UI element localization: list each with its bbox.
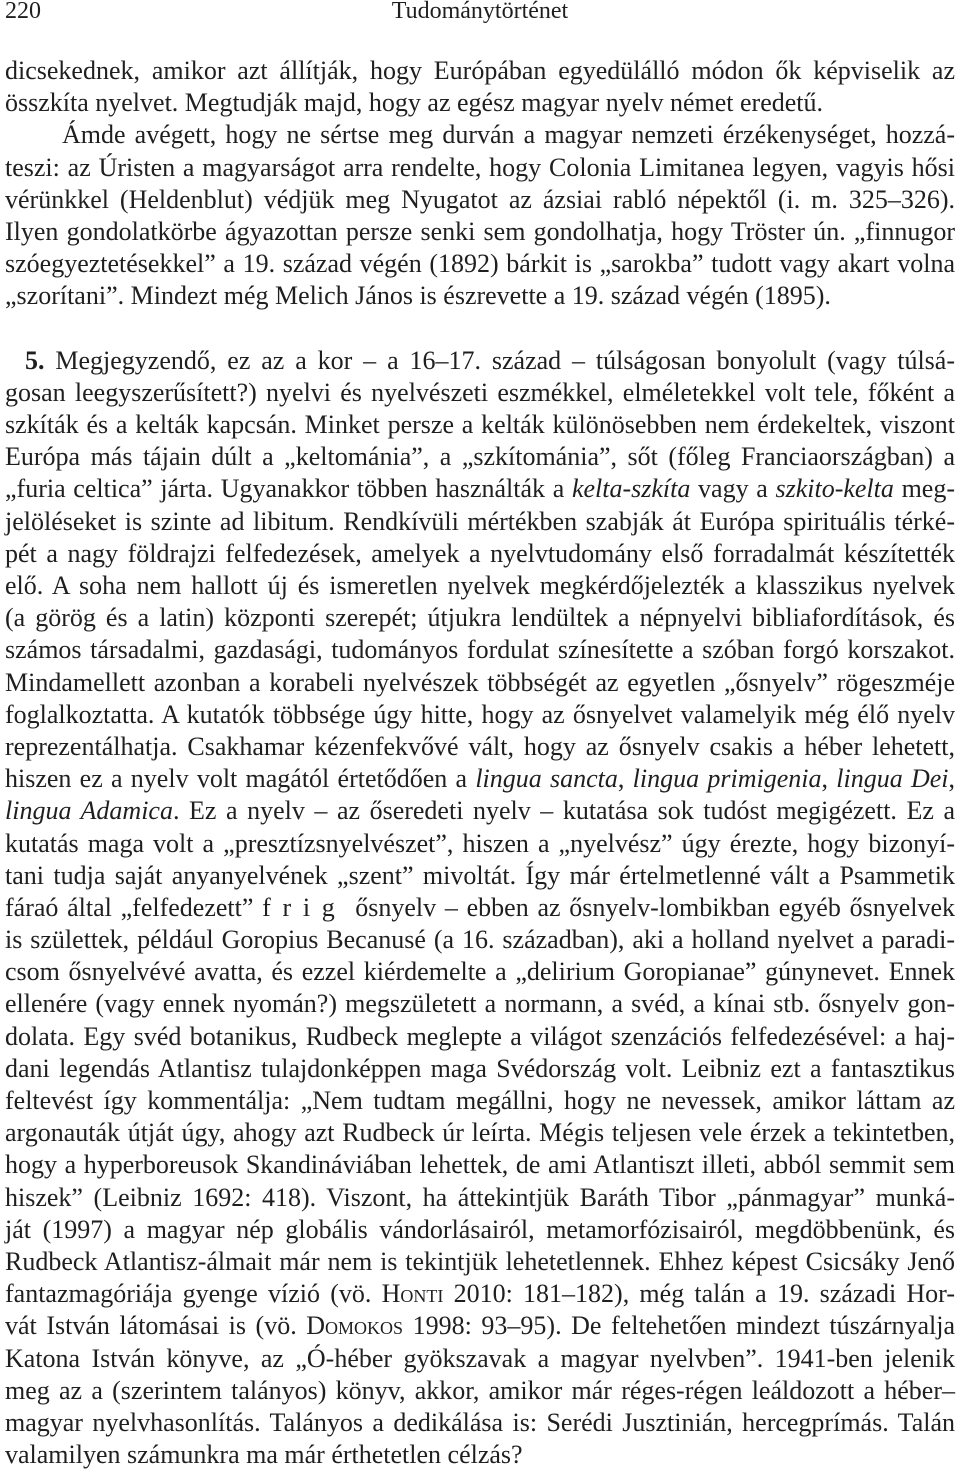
text-line: Rudbeck Atlantisz-álmait már nem is tekintjük lehetetlennek. Ehhez képest Csicsáky Jenő	[5, 1246, 955, 1276]
text-line: Ilyen gondolatkörbe ágyazottan persze senki sem gondolhatja, hogy Tröster ún. „finnugor	[5, 216, 955, 246]
text-line	[5, 1310, 955, 1342]
text-line: feltevést így kommentálja: „Nem tudtam megállni, hogy ne nevessek, amikor láttam az	[5, 1086, 955, 1115]
text-span: „furia celtica” járta. Ugyanakkor többen használták a	[5, 474, 572, 504]
text-line	[5, 795, 955, 827]
text-line: ját (1997) a magyar nép globális vándorlásairól, metamorfózisairól, megdöbbenünk, és	[5, 1214, 955, 1244]
text-line: „szorítani”. Mindezt még Melich János is észrevette a 19. század végén (1895).	[5, 281, 831, 311]
text-line: foglalkoztatta. A kutatók többsége úgy hitte, hogy az ősnyelvet valamelyik még élő nyelv	[5, 699, 955, 729]
paragraph	[5, 119, 955, 312]
text-line: ellenére (vagy ennek nyomán?) megszületett a normann, a svéd, a kínai stb. ősnyelv gon-	[5, 989, 955, 1019]
text-span: vát István látomásai is (vö.	[5, 1311, 307, 1341]
text-line: vérünkkel (Heldenblut) védjük meg Nyugatot az ázsiai rabló népektől (i. m. 325–326).	[5, 184, 955, 214]
text-span: ősnyelv – ebben az ősnyelv-lombikban egyéb ősnyelvek	[346, 892, 956, 922]
running-header	[0, 0, 960, 24]
text-line: dani legendás Atlantisz tulajdonképpen maga Svédország volt. Leibniz ezt a fantasztikus	[5, 1053, 955, 1083]
italic-term: lingua Dei	[836, 764, 949, 794]
text-line: argonauták útját úgy, ahogy azt Rudbeck úr leírta. Mégis teljesen vele érzek a tekintetben,	[5, 1118, 956, 1148]
text-line: jelöléseket is szinte ad libitum. Rendkívüli mértékben szabják át Európa spirituális térké-	[5, 506, 955, 536]
text-line	[5, 473, 955, 505]
italic-term: szkito-kelta	[775, 474, 894, 504]
text-line: magyar nyelvhasonlítás. Talányos a dedikálása is: Serédi Jusztinián, hercegprímás. Talán	[5, 1407, 955, 1437]
text-line: is születtek, például Goropius Becanusé (a 16. században), aki a holland nyelvet a paradi-	[5, 925, 955, 955]
text-line: tani tudja saját anyanyelvének „szent” mivoltát. Így már értelmetlenné vált a Psammetik	[5, 860, 955, 890]
text-line: szkíták és a kelták kapcsán. Minket persze a kelták különösebben nem érdekeltek, viszont	[5, 410, 955, 440]
text-line: Mindamellett azonban a korabeli nyelvészek többségét az egyetlen „ősnyelv” rögeszméje	[5, 667, 955, 697]
running-title: Tudománytörténet	[391, 0, 569, 24]
italic-term: lingua sancta	[475, 764, 618, 794]
text-span: fáraó által „felfedezett”	[5, 892, 263, 922]
body-text	[5, 55, 955, 1471]
text-line: csom ősnyelvévé avatta, és ezzel kiérdemelte a „delirium Goropianae” gúnynevet. Ennek	[5, 957, 955, 987]
text-span: hiszen ez a nyelv volt magától értetődően a	[5, 764, 476, 794]
text-line: gosan leegyszerűsített?) nyelvi és nyelvészeti eszmékkel, elméletekkel volt tele, főként a	[5, 377, 955, 407]
text-line: elő. A soha nem hallott új és ismeretlen nyelvek megkérdőjelezték a klasszikus nyelvek	[5, 571, 955, 600]
text-line: dicsekednek, amikor azt állítják, hogy Európában egyedülálló módon ők képviselik az	[5, 56, 956, 85]
text-line: számos társadalmi, gazdasági, tudományos fordulat színesítette a szóban forgó korszakot.	[5, 635, 956, 665]
text-line: meg az a (szerintem talányos) könyv, akkor, amikor már réges-régen leáldozott a héber–	[5, 1375, 955, 1405]
text-line: teszi: az Úristen a magyarságot arra rendelte, hogy Colonia Limitanea legyen, vagyis hősi	[5, 152, 956, 182]
text-line: dolata. Egy svéd botanikus, Rudbeck meglepte a világot szenzációs felfedezésével: a haj-	[5, 1021, 955, 1051]
italic-term: kelta-szkíta	[571, 474, 691, 504]
text-span: ,	[948, 764, 955, 794]
text-line: pét a nagy földrajzi felfedezések, amelyek a nyelvtudomány első forradalmát készítették	[5, 538, 955, 568]
text-line: szóegyeztetésekkel” a 19. század végén (1892) bárkit is „sarokba” tudott vagy akart volna	[5, 249, 955, 279]
text-span: Megjegyzendő, ez az a kor – a 16–17. század – túlságosan bonyolult (vagy túlsá-	[44, 345, 955, 375]
text-line	[5, 345, 955, 377]
italic-term: lingua Adamica	[5, 796, 173, 826]
text-line: hogy a hyperboreusok Skandináviában lehettek, de ami Atlantiszt illeti, abból semmit sem	[5, 1150, 955, 1180]
text-line: Európa más tájain dúlt a „keltománia”, a „szkítománia”, sőt (főleg Franciaországban) a	[5, 442, 955, 472]
text-span: vagy a	[690, 474, 776, 504]
text-line	[5, 892, 955, 924]
text-line: valamilyen számunkra ma már érthetetlen célzás?	[5, 1440, 523, 1470]
text-line: Katona István könyve, az „Ó-héber gyökszavak a magyar nyelvben”. 1941-ben jelenik	[5, 1343, 955, 1373]
author-name-small-caps: Honti	[381, 1279, 444, 1309]
italic-term: lingua primigenia	[632, 764, 822, 794]
paragraph-continued	[5, 55, 955, 119]
text-line: (a görög és a latin) központi szerepét; útjukra lendültek a népnyelvi bibliafordítások, és	[5, 603, 955, 633]
paragraph-point-5	[5, 345, 955, 1472]
text-line: reprezentálhatja. Csakhamar kézenfekvővé vált, hogy az ősnyelv csakis a héber lehetett,	[5, 731, 956, 761]
letter-spaced-word: frig	[262, 892, 347, 922]
text-span: . Ez a nyelv – az őseredeti nyelv – kutatása sok tudóst megigézett. Ez a	[172, 796, 955, 826]
text-span: ,	[821, 764, 837, 794]
page-number: 220	[5, 0, 41, 24]
text-line	[5, 1278, 955, 1310]
text-line: összkíta nyelvet. Megtudják majd, hogy az egész magyar nyelv német eredetű.	[5, 88, 823, 118]
text-span: 1998: 93–95). De feltehetően mindezt túszárnyalja	[403, 1311, 955, 1341]
text-span: ,	[617, 764, 633, 794]
author-name-small-caps: Domokos	[306, 1311, 404, 1341]
text-span: fantazmagóriája gyenge vízió (vö.	[5, 1279, 382, 1309]
section-number: 5.	[25, 345, 45, 375]
text-line: Ámde avégett, hogy ne sértse meg durván a magyar nemzeti érzékenységet, hozzá-	[62, 120, 955, 150]
text-line: kutatás maga volt a „presztízsnyelvészet”, hiszen a „nyelvész” úgy érezte, hogy bizonyí-	[5, 828, 955, 858]
text-span: meg-	[893, 474, 955, 504]
text-line	[5, 763, 955, 795]
text-span: 2010: 181–182), még talán a 19. századi Hor-	[443, 1279, 955, 1309]
text-line: hiszek” (Leibniz 1692: 418). Viszont, ha áttekintjük Baráth Tibor „pánmagyar” munká-	[5, 1182, 955, 1212]
